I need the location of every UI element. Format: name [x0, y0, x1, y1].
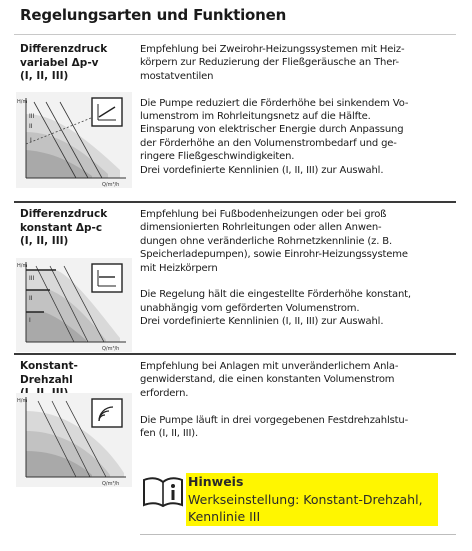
mode-name-line: Differenzdruck	[20, 43, 108, 55]
section-divider	[14, 201, 456, 203]
y-axis-label: H/m	[17, 398, 28, 404]
text-line: Die Regelung hält die eingestellte Förderhöhe konstant,	[140, 289, 411, 301]
mode-name-line: Differenzdruck	[20, 208, 108, 220]
bottom-divider	[140, 534, 456, 535]
dpv-characteristic-graph	[16, 92, 132, 188]
text-line: der Förderhöhe an den Volumenstrombedarf und ge-	[140, 137, 397, 149]
mode-name-line: (I, II, III)	[20, 235, 69, 248]
text-line: Empfehlung bei Zweirohr-Heizungssystemen mit Heiz-	[140, 44, 405, 55]
constant-speed-mode-icon	[92, 399, 122, 427]
curve-label: III	[29, 113, 35, 120]
mode-constant-speed-description	[140, 360, 440, 440]
mode-name-line: (I, II, III)	[20, 70, 69, 83]
text-line: Empfehlung bei Fußbodenheizungen oder bei groß	[140, 209, 387, 220]
text-line: Speicherladepumpen), sowie Einrohr-Heizungssysteme	[140, 249, 408, 261]
curve-label: I	[29, 317, 31, 324]
dpc-mode-icon	[92, 264, 122, 292]
text-line: fen (I, II, III).	[140, 428, 199, 440]
hint-title: Hinweis	[188, 474, 244, 489]
constant-speed-characteristic-graph	[16, 393, 132, 487]
mode-dpc-name	[20, 208, 130, 249]
hint-text	[188, 491, 440, 525]
mode-name-line: variabel Δp-v	[20, 56, 99, 69]
x-axis-label: Q/m³/h	[102, 481, 120, 487]
x-axis-label: Q/m³/h	[102, 182, 120, 188]
curve-label: I	[30, 137, 32, 144]
page-title: Regelungsarten und Funktionen	[20, 6, 287, 24]
hint-line: Kennlinie III	[188, 509, 261, 524]
text-line: unabhängig vom geförderten Volumenstrom.	[140, 302, 360, 314]
text-line: mostatventilen	[140, 70, 214, 82]
text-line: Einsparung von elektrischer Energie durch Anpassung	[140, 124, 404, 136]
mode-name-line: Konstant-Drehzahl	[20, 360, 78, 386]
book-info-icon	[142, 474, 184, 508]
curve-label: III	[29, 275, 35, 282]
y-axis-label: H/m	[17, 263, 28, 269]
text-line: Empfehlung bei Anlagen mit unveränderlichem Anla-	[140, 361, 399, 372]
hint-line: Werkseinstellung: Konstant-Drehzahl,	[188, 492, 423, 507]
text-line: dungen ohne veränderliche Rohrnetzkennlinie (z. B.	[140, 235, 393, 247]
text-line	[140, 400, 440, 413]
text-line: lumenstrom im Rohrleitungsnetz auf die Hälfte.	[140, 111, 371, 123]
mode-name-line: konstant Δp-c	[20, 221, 103, 234]
text-line: Drei vordefinierte Kennlinien (I, II, III) zur Auswahl.	[140, 316, 384, 328]
x-axis-label: Q/m³/h	[102, 346, 120, 352]
text-line: Die Pumpe reduziert die Förderhöhe bei sinkendem Vo-	[140, 97, 409, 109]
text-line: dimensionierten Rohrleitungen oder allen Anwen-	[140, 222, 382, 234]
dpv-mode-icon	[92, 98, 122, 126]
mode-dpc-description	[140, 208, 440, 329]
text-line: erfordern.	[140, 387, 189, 399]
text-line: ringere Fließgeschwindigkeiten.	[140, 151, 295, 163]
text-line: mit Heizkörpern	[140, 262, 218, 274]
text-line	[140, 275, 440, 288]
curve-label: II	[29, 123, 33, 130]
y-axis-label: H/m	[17, 99, 28, 105]
text-line: Drei vordefinierte Kennlinien (I, II, III) zur Auswahl.	[140, 164, 384, 176]
curve-label: II	[29, 295, 33, 302]
mode-dpv-description	[140, 43, 440, 177]
text-line: genwiderstand, die einen konstanten Volumenstrom	[140, 374, 395, 386]
title-divider	[14, 34, 456, 35]
section-divider	[14, 353, 456, 355]
text-line: körpern zur Reduzierung der Fließgeräusche an Ther-	[140, 57, 400, 69]
text-line: Die Pumpe läuft in drei vorgegebenen Festdrehzahlstu-	[140, 414, 409, 426]
dpc-characteristic-graph	[16, 258, 132, 352]
mode-dpv-name	[20, 43, 130, 84]
text-line	[140, 83, 440, 96]
